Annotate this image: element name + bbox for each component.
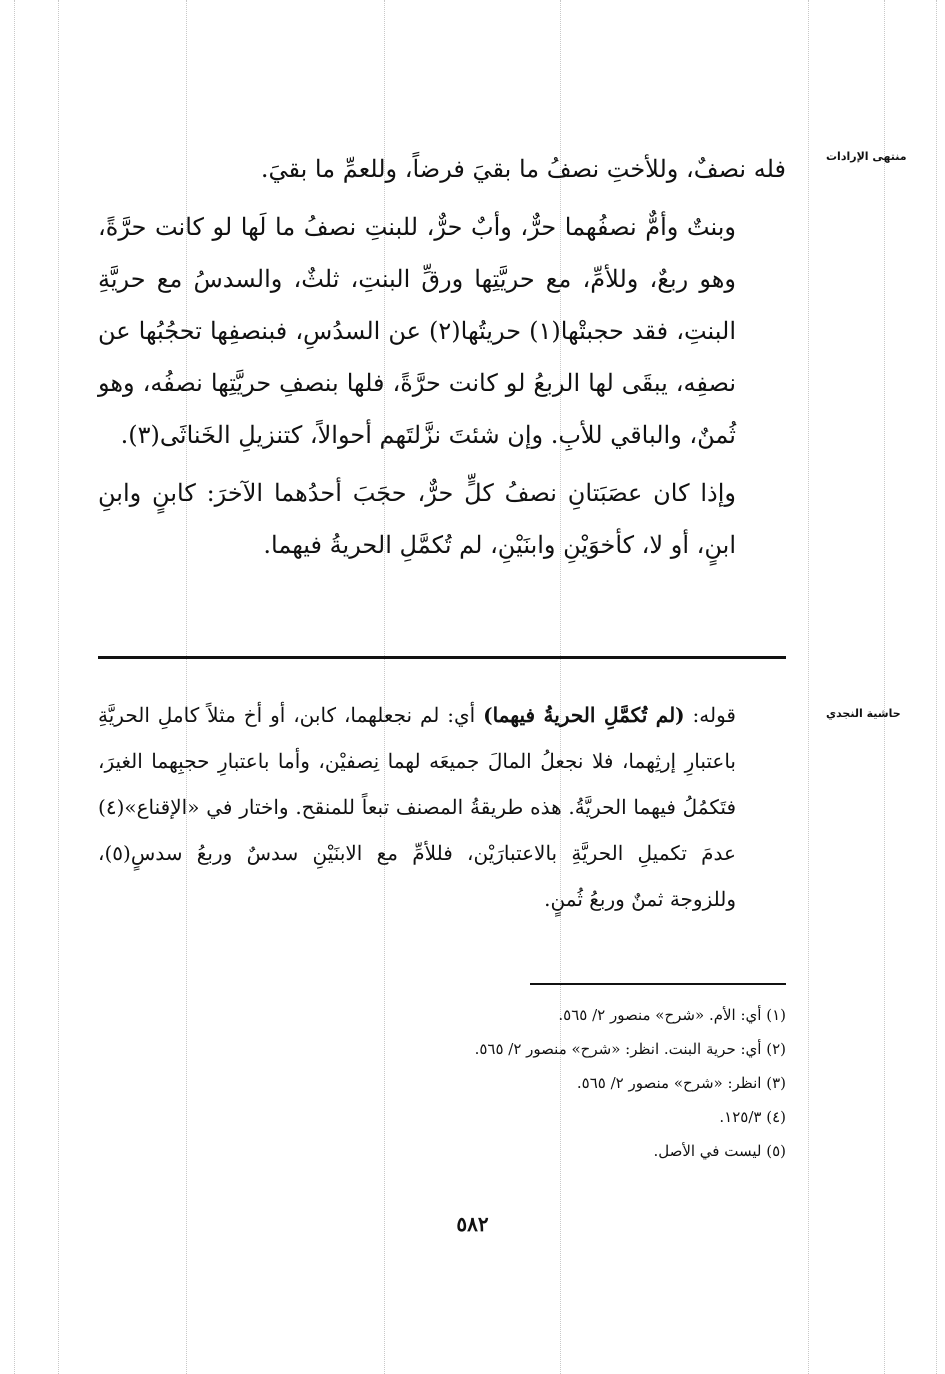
sharh-paragraph: [98, 692, 786, 922]
guide-line: [936, 0, 937, 1374]
sharh-commentary: أي: لم نجعلهما، كابن، أو أخ مثلاً كاملِ الحريَّةِ باعتبارِ إرثِهما، فلا نجعلُ المالَ جميعَه لهما نِصفيْن، وأما باعتبارِ حجبِهما الغيرَ، فتَكمُلُ فيهما الحريَّةُ. هذه طريقةُ المصنف تبعاً للمنقح. واختار في «الإقناع»(٤) عدمَ تكميلِ الحريَّةِ بالاعتبارَيْن، فللأمِّ مع الابنَيْنِ سدسٌ وربعُ سدسٍ(٥)، وللزوجة ثمنٌ وربعُ ثُمنٍ.: [98, 703, 736, 911]
main-section-label: منتهى الإرادات: [826, 150, 907, 163]
footnote: (٢) أي: حرية البنت. انظر: «شرح» منصور ٢/ ٥٦٥.: [474, 1040, 786, 1058]
guide-line: [58, 0, 59, 1374]
footnote: (٣) انظر: «شرح» منصور ٢/ ٥٦٥.: [576, 1074, 786, 1092]
footnote: (٤) ١٢٥/٣.: [719, 1108, 786, 1126]
main-paragraph: وإذا كان عصَبَتانِ نصفُ كلٍّ حرٌّ، حجَبَ أحدُهما الآخرَ: كابنٍ وابنِ ابنٍ، أو لا، كأخوَيْنِ وابنَيْنِ، لم تُكمَّلِ الحريةُ فيهما.: [98, 479, 736, 559]
section-divider: [98, 656, 786, 659]
guide-line: [808, 0, 809, 1374]
sharh-text-block: [98, 692, 786, 922]
sharh-lemma: (لم تُكمَّلِ الحريةُ فيهما): [483, 703, 685, 727]
guide-line: [14, 0, 15, 1374]
main-paragraph: وبنتٌ وأمٌّ نصفُهما حرٌّ، وأبٌ حرٌّ، للبنتِ نصفُ ما لَها لو كانت حرَّةً، وهو ربعٌ، وللأمِّ، مع حريَّتِها ورقِّ البنتِ، ثلثٌ، والسدسُ مع حريَّةِ البنتِ، فقد حجبتْها(١) حريتُها(٢) عن السدُسِ، فبنصفِها تحجُبُها عن نصفِه، يبقَى لها الربعُ لو كانت حرَّةً، فلها بنصفِ حريَّتِها نصفُه، وهو ثُمنٌ، والباقي للأبِ. وإن شئتَ نزَّلتَهم أحوالاً، كتنزيلِ الخَناثَى(٣).: [98, 213, 736, 449]
footnote-divider: [530, 983, 786, 985]
footnotes: [98, 998, 786, 1168]
sharh-lead: قوله:: [684, 703, 736, 727]
page-number: ٥٨٢: [456, 1212, 489, 1236]
footnote: (١) أي: الأم. «شرح» منصور ٢/ ٥٦٥.: [558, 1006, 786, 1024]
main-text-block: [98, 143, 786, 577]
main-paragraph: فله نصفٌ، وللأختِ نصفُ ما بقيَ فرضاً، وللعمِّ ما بقيَ.: [260, 155, 786, 183]
guide-line: [884, 0, 885, 1374]
footnote: (٥) ليست في الأصل.: [653, 1142, 786, 1160]
sharh-section-label: حاشية النجدي: [826, 707, 901, 720]
